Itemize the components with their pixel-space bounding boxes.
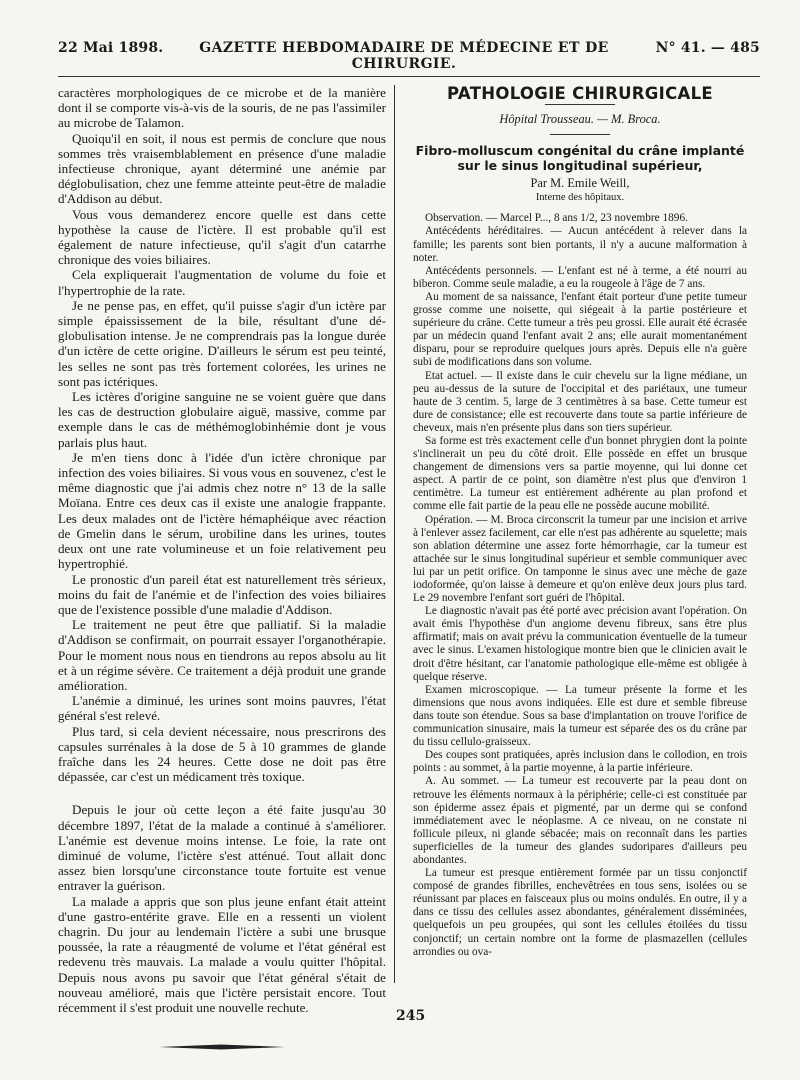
- running-header: [58, 40, 760, 77]
- right-paragraph: Sa forme est très exactement celle d'un bonnet phrygien dont la pointe s'inclinerait un peu du côté droit. Elle possède en effet un brusque changement de dimensions vers sa partie moyenne, qui lui donne cet aspect. A partir de ce point, son diamètre n'est plus que d'environ 1 centimètre. La tumeur est entièrement adhérente au plan profond et comme elle fait partie de la peau elle ne possède aucune mobilité.: [413, 434, 747, 513]
- left-paragraph: caractères morphologiques de ce microbe et de la manière dont il se comporte vis-à-vis de la souris, de ne pas l'assimiler au microbe de Talamon.: [58, 85, 386, 131]
- byline: Par M. Emile Weill,: [530, 176, 630, 191]
- heading-rule: [545, 104, 615, 105]
- header-date: 22 Mai 1898.: [58, 40, 164, 56]
- right-paragraph: Des coupes sont pratiquées, après inclusion dans le collodion, en trois points : au sommet, à la partie moyenne, à la partie inférieure.: [413, 749, 747, 775]
- right-column: [405, 85, 747, 1051]
- hospital-rule: [550, 134, 610, 135]
- article-title: Fibro-molluscum congénital du crâne implanté sur le sinus longitudinal supérieur,: [415, 143, 745, 174]
- left-paragraph: Depuis le jour où cette leçon a été faite jusqu'au 30 décembre 1897, l'état de la malade a continué à s'améliorer. L'anémie est devenue moins intense. Le foie, la rate ont diminué de volume, l'ictère s'est atténué. Tout allait donc assez bien lorsqu'une circonstance toute fortuite est venue entraver la guérison.: [58, 802, 386, 894]
- hospital-line: Hôpital Trousseau. — M. Broca.: [499, 112, 661, 127]
- left-paragraph: Le pronostic d'un pareil état est naturellement très sérieux, moins du fait de l'anémie et de l'infection des voies biliaires que de l'existence possible d'une maladie d'Addison.: [58, 571, 386, 617]
- section-heading: PATHOLOGIE CHIRURGICALE: [447, 84, 713, 103]
- columns: [58, 85, 760, 1051]
- byline-sub: Interne des hôpitaux.: [535, 192, 625, 204]
- left-paragraph: Vous vous demanderez encore quelle est dans cette hypothèse la cause de l'ictère. Il est probable qu'il est également de nature infectieuse, qu'il s'agit d'un catarrhe chronique des voies biliaires.: [58, 206, 386, 268]
- left-paragraph: Les ictères d'origine sanguine ne se voient guère que dans les cas de destruction globulaire aiguë, massive, comme par exemple dans le cas de méthémoglobinhémie dont je vous parlais plus haut.: [58, 389, 386, 450]
- left-paragraph: Plus tard, si cela devient nécessaire, nous prescrirons des capsules surrénales à la dose de 5 à 10 grammes de glande fraîche dans les 24 heures. Cette dose ne doit pas être dépassée, car c'est un médicament très toxique.: [58, 723, 386, 785]
- right-paragraph: Opération. — M. Broca circonscrit la tumeur par une incision et arrive à l'enlever assez facilement, car elle n'est pas adhérente au squelette; mais son ablation détermine une assez forte hémorrhagie, car la tumeur est attachée sur le sinus longitudinal supérieur et semble communiquer avec lui par un petit orifice. On tamponne le sinus avec une mèche de gaze iodoformée, qu'on laisse à demeure et qu'on enlève deux jours plus tard. Le 29 novembre l'enfant sort guéri de l'hôpital.: [413, 513, 747, 605]
- right-paragraph: Antécédents personnels. — L'enfant est né à terme, a été nourri au biberon. Comme seule maladie, a eu la rougeole à l'âge de 7 ans.: [413, 264, 747, 290]
- left-paragraph: La malade a appris que son plus jeune enfant était atteint d'une gastro-entérite grave. Elle en a ressenti un violent chagrin. Du jour au lendemain l'ictère a subi une brusque poussée, la rate a réaugmenté de volume et l'état général est redevenu très mauvais. La malade a voulu quitter l'hôpital. Depuis nous avons pu savoir que l'état général s'était de nouveau amélioré, mais que l'ictère persistait encore. Tout récemment il s'est produit une nouvelle rechute.: [58, 893, 386, 1015]
- right-paragraph: Observation. — Marcel P..., 8 ans 1/2, 23 novembre 1896.: [425, 212, 688, 225]
- left-paragraph: Le traitement ne peut être que palliatif. Si la maladie d'Addison se confirmait, on pourrait essayer l'organothérapie. Pour le moment nous nous en tiendrons au repos absolu au lit et à un régime sévère. Ce traitement a déjà produit une grande amélioration.: [58, 617, 386, 693]
- left-paragraph: Je m'en tiens donc à l'idée d'un ictère chronique par infection des voies biliaires. Si vous vous en souvenez, c'est le même diagnostic que j'ai admis chez notre n° 13 de la salle Moïana. Entre ces deux cas il existe une analogie frappante. Les deux malades ont de l'ictère hémaphéique avec réaction de Gmelin dans le sérum, urobiline dans les urines, toutes deux ont une rate volumineuse et un foie relativement peu hypertrophié.: [58, 449, 386, 572]
- left-paragraph: Cela expliquerait l'augmentation de volume du foie et l'hypertrophie de la rate.: [58, 267, 386, 298]
- left-paragraph: Je ne pense pas, en effet, qu'il puisse s'agir d'un ictère par simple épaississement de la bile, résultant d'une déglobulisation intense. Je ne comprendrais pas la longue durée d'un ictère de cette origine. D'ailleurs le sérum est peu teinté, les selles ne sont pas très fortement colorées, les urines ne sont pas ictériques.: [58, 297, 386, 389]
- column-divider: [394, 85, 395, 983]
- right-paragraph: Le diagnostic n'avait pas été porté avec précision avant l'opération. On avait émis l'hypothèse d'un angiome devenu fibreux, sans être plus affirmatif; mais on avait prévu la communication éventuelle de la tumeur avec le sinus. L'examen histologique montre bien que le clinicien avait le droit d'être hésitant, car l'anatomie pathologique elle-même est obligée à quelque réserve.: [413, 605, 747, 683]
- journal-title: GAZETTE HEBDOMADAIRE DE MÉDECINE ET DE CHIRURGIE.: [199, 40, 609, 72]
- ornament-rule: [157, 1043, 287, 1051]
- left-paragraph: Quoiqu'il en soit, il nous est permis de conclure que nous sommes très vraisemblablement en présence d'une maladie infectieuse chronique, ayant déterminé une anémie par déglobulisation, chez une femme atteinte peut-être de maladie d'Addison au début.: [58, 130, 386, 207]
- paragraph-gap: [58, 784, 386, 802]
- page-number: 245: [396, 1008, 426, 1024]
- right-paragraph: Antécédents héréditaires. — Aucun antécédent à relever dans la famille; les parents sont bien portants, il n'y a aucune malformation à noter.: [413, 225, 747, 264]
- right-paragraph: La tumeur est presque entièrement formée par un tissu conjonctif composé de grandes fibrilles, enchevêtrées en tous sens, isolées ou se réunissant par places en faisceaux plus ou moins ondulés. En outre, il y a dans ce tissu des cellules assez abondantes, généralement disséminées, quelquefois un peu groupées, qui sont les cellules étoilées du tissu conjonctif; un certain nombre ont la forme de plasmazellen (cellules arrondies ou ova-: [413, 867, 747, 958]
- issue-page: N° 41. — 485: [655, 40, 760, 56]
- right-paragraph: Au moment de sa naissance, l'enfant était porteur d'une petite tumeur grosse comme une noisette, qui siégeait à la partie postérieure et supérieure du crâne. Cette tumeur a très peu grossi. Elle aurait été écrasée par un médecin quand l'enfant avait 2 ans; elle aurait momentanément disparu, pour se reproduire quelques jours après. Depuis elle n'a guère subi de modifications dans son volume.: [413, 290, 747, 369]
- right-paragraph: Etat actuel. — Il existe dans le cuir chevelu sur la ligne médiane, un peu au-dessus de la suture de l'occipital et des pariétaux, une tumeur haute de 3 centim. 5, large de 3 centimètres à sa base. Cette tumeur est dure de consistance; elle est recouverte dans toute sa partie inférieure de cheveux, mais n'en présente plus dans son tiers supérieur.: [413, 369, 747, 434]
- right-paragraph: Examen microscopique. — La tumeur présente la forme et les dimensions que nous avons indiquées. Elle est dure et semble fibreuse dans toute son étendue. Sous sa base d'implantation on trouve l'orifice de communication sinusaire, mais la tumeur est séparée des os du crâne par du tissu cellulo-graisseux.: [413, 683, 747, 749]
- left-paragraph: L'anémie a diminué, les urines sont moins pauvres, l'état général s'est relevé.: [58, 693, 386, 724]
- left-column: [58, 85, 394, 1051]
- right-paragraph: A. Au sommet. — La tumeur est recouverte par la peau dont on retrouve les éléments normaux à la périphérie; celle-ci est constituée par son épiderme assez épais et pigmenté, par un derme qui se confond immédiatement avec le néoplasme. A ce niveau, on ne constate ni follicule pileux, ni glande sébacée; mais on reconnaît dans les parties superficielles de la tumeur des glandes sudoripares d'ailleurs peu abondantes.: [413, 775, 747, 866]
